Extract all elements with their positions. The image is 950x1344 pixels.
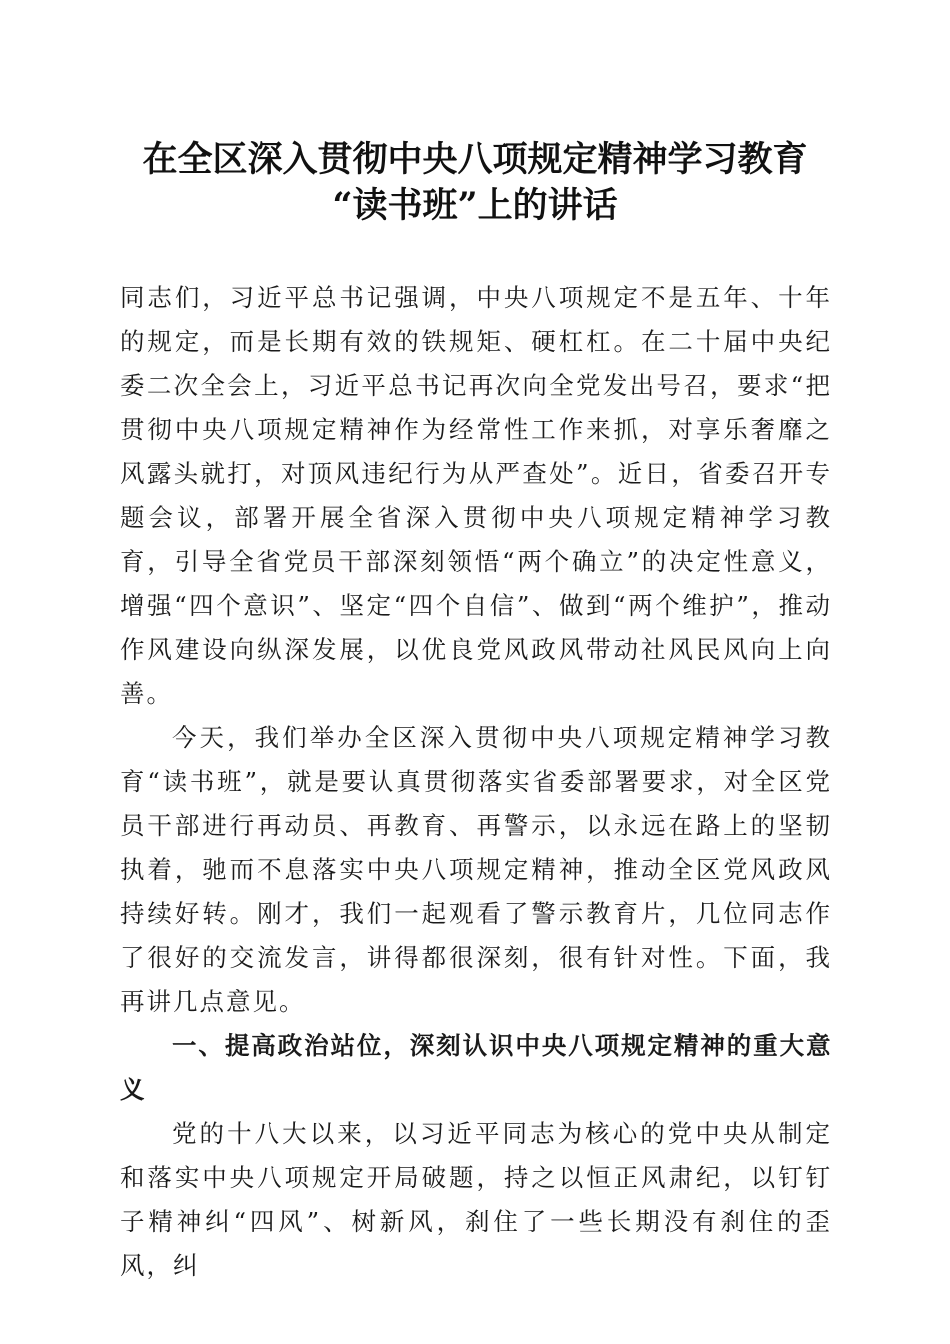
paragraph-today: 今天，我们举办全区深入贯彻中央八项规定精神学习教育“读书班”，就是要认真贯彻落实省委部署要求，对全区党员干部进行再动员、再教育、再警示，以永远在路上的坚韧执着，驰而不息落实中央八项规定精神，推动全区党风政风持续好转。刚才，我们一起观看了警示教育片，几位同志作了很好的交流发言，讲得都很深刻，很有针对性。下面，我再讲几点意见。 <box>120 723 832 1016</box>
section-heading-1: 一、提高政治站位，深刻认识中央八项规定精神的重大意义 <box>120 1031 832 1104</box>
paragraph-opening: 同志们，习近平总书记强调，中央八项规定不是五年、十年的规定，而是长期有效的铁规矩、硬杠杠。在二十届中央纪委二次全会上，习近平总书记再次向全党发出号召，要求“把贯彻中央八项规定精神作为经常性工作来抓，对享乐奢靡之风露头就打，对顶风违纪行为从严查处”。近日，省委召开专题会议，部署开展全省深入贯彻中央八项规定精神学习教育，引导全省党员干部深刻领悟“两个确立”的决定性意义，增强“四个意识”、坚定“四个自信”、做到“两个维护”，推动作风建设向纵深发展，以优良党风政风带动社风民风向上向善。 <box>120 283 832 708</box>
document-title-line-2: “读书班”上的讲话 <box>332 185 618 226</box>
document-body <box>120 276 832 1288</box>
paragraph-section-1: 党的十八大以来，以习近平同志为核心的党中央从制定和落实中央八项规定开局破题，持之以恒正风肃纪，以钉钉子精神纠“四风”、树新风，刹住了一些长期没有刹住的歪风，纠 <box>120 1119 832 1280</box>
document-title-line-1: 在全区深入贯彻中央八项规定精神学习教育 <box>142 139 808 180</box>
